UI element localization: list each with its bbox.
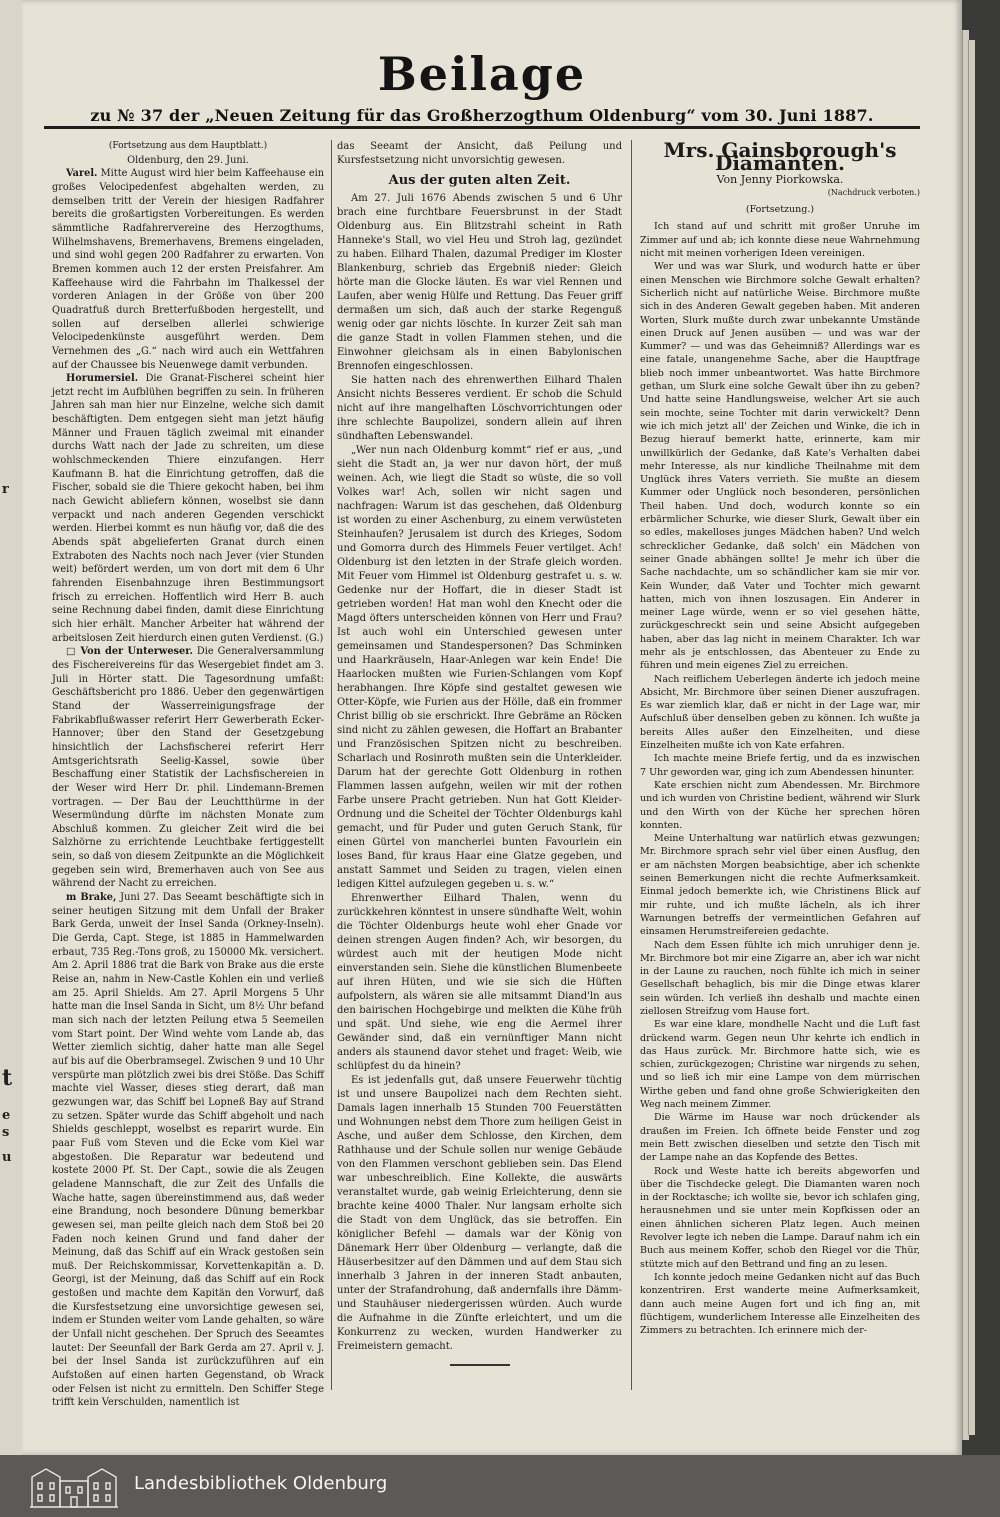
story-paragraph: Nach dem Essen fühlte ich mich unruhiger denn je. Mr. Birchmore bot mir eine Zigarre an, aber ich war nicht in der Laune zu rauchen, noch fühlte ich mich in seiner Gesellschaft behaglich, bis mir die Dinge etwas klarer sein würden. Ich verließ ihn deshalb und machte einen ziellosen Streifzug vom Hause fort.	[640, 939, 920, 1017]
prev-page-fragment: r	[2, 482, 9, 497]
prev-page-fragment: s	[2, 1125, 10, 1140]
prev-page-fragment: e	[2, 1108, 11, 1123]
article-varel	[52, 167, 324, 372]
story-paragraph: Nach reiflichem Ueberlegen änderte ich jedoch meine Absicht, Mr. Birchmore über seinen Diener auszufragen. Es war ziemlich klar, daß er nicht in der Lage war, mir Aufschluß über denselben geben zu können. Ich wußte ja bereits Alles außer den Einzelheiten, und diese Einzelheiten mußte ich von Kate erfahren.	[640, 673, 920, 752]
article-horumersiel	[52, 372, 324, 645]
page-subtitle: zu № 37 der „Neuen Zeitung für das Großherzogthum Oldenburg“ vom 30. Juni 1887.	[90, 106, 874, 125]
history-paragraph: Sie hatten nach des ehrenwerthen Eilhard Thalen Ansicht nichts Besseres verdient. Er schob die Schuld nicht auf ihre mangelhaften Löschvorrichtungen oder ihre schlechte Baupolizei, sondern allein auf ihren sündhaften Lebenswandel.	[337, 375, 622, 442]
library-name: Landesbibliothek Oldenburg	[134, 1473, 388, 1494]
continuation-note: (Fortsetzung aus dem Hauptblatt.)	[108, 141, 268, 151]
article-lead: Horumersiel.	[66, 373, 139, 385]
history-paragraph: Am 27. Juli 1676 Abends zwischen 5 und 6 Uhr brach eine furchtbare Feuersbrunst in der Stadt Oldenburg aus. Ein Blitzstrahl scheint in Rath Hanneke's Stall, wo viel Heu und Stroh lag, gezündet zu haben. Eilhard Thalen, dazumal Prediger im Kloster Blankenburg, schrieb das Ergebniß nieder: Gleich hörte man die Glocke läuten. Es war viel Rennen und Laufen, aber wenig Hülfe und Rettung. Das Feuer griff dermaßen um sich, daß auch der starke Regenguß wenig oder gar nichts löschte. In kurzer Zeit sah man die ganze Stadt in vollen Flammen stehen, und die Einwohner gleichsam als in einen Babylonischen Brennofen eingeschlossen.	[337, 193, 622, 372]
article-body: Juni 27. Das Seeamt beschäftigte sich in seiner heutigen Sitzung mit dem Unfall der Braker Bark Gerda, unweit der Insel Sanda (Orkney-Inseln). Die Gerda, Capt. Stege, ist 1885 in Hammelwarden erbaut, 735 Reg.-Tons groß, zu 150000 Mk. versichert. Am 2. April 1886 trat die Bark von Brake aus die erste Reise an, nahm in New-Castle Kohlen ein und verließ am 25. April Shields. Am 27. April Morgens 5 Uhr hatte man die Insel Sanda in Sicht, um 8½ Uhr befand man sich nach der letzten Peilung etwa 5 Seemeilen vom Start point. Der Wind wehte vom Lande ab, das Wetter ziemlich sichtig, daher hatte man alle Segel auf bis auf die Oberbramsegel. Zwischen 9 und 10 Uhr verspürte man plötzlich zwei bis drei Stöße. Das Schiff machte viel Wasser, dieses stieg derart, daß man gezwungen war, das Schiff bei Lopneß Bay auf Strand zu setzen. Später wurde das Schiff abgeholt und nach Shields geschleppt, woselbst es reparirt wurde. Ein paar Fuß vom Steven und die Ecke vom Kiel war abgestoßen. Die Reparatur war bedeutend und kostete 2000 Pf. St. Der Capt., sowie die als Zeugen geladene Mannschaft, die zur Zeit des Unfalls die Wache hatte, sagen übereinstimmend aus, daß weder eine Brandung, noch besondere Dünung bemerkbar gewesen sei, man peilte gleich nach dem Stoß bei 20 Faden noch keinen Grund und fand daher der Meinung, daß das Schiff auf ein Wrack gestoßen sein muß. Der Reichskommissar, Korvettenkapitän a. D. Georgi, ist der Meinung, daß das Schiff auf ein Rock gestoßen und machte dem Kapitän den Vorwurf, daß die Kursfestsetzung eine unvorsichtige gewesen sei, indem er Stunden weiter vom Lande gehalten, so wäre der Unfall nicht geschehen. Der Spruch des Seeamtes lautet: Der Seeunfall der Bark Gerda am 27. April v. J. bei der Insel Sanda ist zurückzuführen auf ein Aufstoßen auf einen harten Gegenstand, ob Wrack oder Felsen ist nicht zu ermitteln. Den Schiffer Stege trifft kein Verschulden, namentlich ist	[52, 892, 325, 1409]
column-feuilleton	[640, 140, 920, 1337]
article-lead: m Brake,	[66, 892, 117, 904]
story-paragraph: Ich machte meine Briefe fertig, und da es inzwischen 7 Uhr geworden war, ging ich zum Abendessen hinunter.	[640, 753, 920, 778]
story-paragraph: Rock und Weste hatte ich bereits abgeworfen und über die Tischdecke gelegt. Die Diamanten waren noch in der Rocktasche; ich wollte sie, bevor ich schlafen ging, herausnehmen und sie unter mein Kopfkissen oder an einen ähnlichen sicheren Platz legen. Auch meinen Revolver legte ich neben die Lampe. Darauf nahm ich ein Buch aus meinem Koffer, schob den Riegel vor die Thür, stützte mich auf den Bettrand und fing an zu lesen.	[640, 1165, 920, 1270]
page-stack-edge	[968, 40, 975, 1435]
library-building-logo-icon	[28, 1463, 120, 1509]
article-continuation: das Seeamt der Ansicht, daß Peilung und Kursfestsetzung nicht unvorsichtig gewesen.	[337, 141, 622, 166]
story-paragraph: Ich konnte jedoch meine Gedanken nicht auf das Buch konzentriren. Erst wanderte meine Aufmerksamkeit, dann auch meine Augen fort und ich fing an, mit flüchtigem, wunderlichem Interesse alle Einzelheiten des Zimmers zu betrachten. Ich erinnere mich der-	[640, 1271, 920, 1337]
story-paragraph: Ich stand auf und schritt mit großer Unruhe im Zimmer auf und ab; ich konnte diese neue Wahrnehmung nicht mit meinen vorherigen Ideen vereinigen.	[640, 221, 920, 260]
page-title: Beilage	[377, 47, 587, 101]
header-rule	[44, 126, 920, 129]
section-title: Aus der guten alten Zeit.	[388, 173, 571, 188]
article-body: Die Generalversammlung des Fischereivereins für das Wesergebiet findet am 3. Juli in Hörter statt. Die Tagesordnung umfaßt: Geschäftsbericht pro 1886. Ueber den gegenwärtigen Stand der Wasserreinigungsfrage der Fabrikabflußwasser referirt Herr Gewerberath Ecker-Hannover; über den Stand der Gesetzgebung hinsichtlich der Lachsfischerei referirt Herr Amtsgerichtsrath Seelig-Kassel, sowie über Beschaffung einer Statistik der Lachsfischereien in der Weser wird Herr Dr. phil. Lindemann-Bremen vortragen. — Der Bau der Leuchtthürme in der Wesermündung dürfte im nächsten Monate zum Abschluß kommen. Zu gleicher Zeit wird die bei Salzhörne zu errichtende Leuchtbake fertiggestellt sein, so daß von diesem Zeitpunkte an die Möglichkeit gegeben sein wird, Bremerhaven auch von See aus während der Nacht zu erreichen.	[52, 646, 324, 890]
story-paragraph: Kate erschien nicht zum Abendessen. Mr. Birchmore und ich wurden von Christine bedient, während wir Slurk und den Wirth von der Küche her sprechen hören konnten.	[640, 779, 920, 831]
story-author: Von Jenny Piorkowska.	[716, 172, 844, 186]
library-footer	[0, 1455, 1000, 1517]
column-divider	[331, 140, 332, 1390]
history-paragraph: Ehrenwerther Eilhard Thalen, wenn du zurückkehren könntest in unsere sündhafte Welt, wohin die Töchter Oldenburgs heute wohl eher Gnade vor deinen strengen Augen finden? Ach, wir besorgen, du würdest auch mit der heutigen Mode nicht einverstanden sein. Siehe die künstlichen Blumenbeete auf ihren Hüten, und wie sie sich die Hüften aufpolstern, als wären sie alle mitsammt Diand'ln aus den bairischen Hochgebirge und melkten die Kühe früh und spät. Und siehe, wie eng die Aermel ihrer Gewänder sind, daß ein vernünftiger Mann nicht anders als staunend davor stehet und fraget: Weib, wie schlüpfest du da hinein?	[337, 893, 622, 1072]
article-lead: Varel.	[66, 168, 98, 180]
prev-page-fragment: u	[2, 1150, 12, 1165]
end-rule	[450, 1364, 510, 1366]
article-lead: □ Von der Unterweser.	[66, 646, 193, 658]
prev-page-fragment: t	[2, 1065, 13, 1091]
article-brake	[52, 891, 324, 1410]
story-title: Mrs. Gainsborough's Diamanten.	[663, 138, 897, 176]
history-paragraph: Es ist jedenfalls gut, daß unsere Feuerwehr tüchtig ist und unsere Baupolizei nach dem Rechten sieht. Damals lagen innerhalb 15 Stunden 700 Feuerstätten und Wohnungen nebst dem Thore zum heiligen Geist in Asche, und außer dem Schlosse, den Kirchen, dem Rathhause und der Schule sollen nur wenige Gebäude von den Flammen verschont geblieben sein. Das Elend war unbeschreiblich. Eine Kollekte, die auswärts veranstaltet wurde, gab weinig Erleichterung, denn sie brachte keine 4000 Thaler. Nur langsam erholte sich die Stadt von dem Unglück, das sie betroffen. Ein königlicher Befehl — damals war der König von Dänemark Herr über Oldenburg — verlangte, daß die Häuserbesitzer auf den Dämmen und auf dem Stau sich innerhalb 3 Jahren in der inneren Stadt anbauten, unter der Strafandrohung, daß andernfalls ihre Dämm- und Stauhäuser niedergerissen würden. Auch wurde die Aufnahme in die Zünfte erleichtert, und um die Konkurrenz zu wecken, wurden Handwerker zu Freimeistern gemacht.	[337, 1075, 622, 1352]
story-paragraph: Es war eine klare, mondhelle Nacht und die Luft fast drückend warm. Gegen neun Uhr kehrte ich endlich in das Haus zurück. Mr. Birchmore hatte sich, wie es schien, zurückgezogen; Christine war nirgends zu sehen, und so ließ ich mir eine Lampe von dem mürrischen Wirthe geben und fand ohne große Schwierigkeiten den Weg nach meinem Zimmer.	[640, 1019, 920, 1111]
story-paragraph: Die Wärme im Hause war noch drückender als draußen im Freien. Ich öffnete beide Fenster und zog mein Bett zwischen dieselben und setzte den Tisch mit der Lampe nahe an das Kopfende des Bettes.	[640, 1112, 920, 1164]
column-local-news	[52, 140, 324, 1410]
reprint-notice: (Nachdruck verboten.)	[827, 187, 920, 197]
column-divider	[631, 140, 632, 1390]
story-paragraph: Meine Unterhaltung war natürlich etwas gezwungen; Mr. Birchmore sprach sehr viel über einen Ausflug, den er am nächsten Morgen beabsichtige, aber ich schenkte seinen Bemerkungen nicht die rechte Aufmerksamkeit. Einmal jedoch bemerkte ich, wie Christinens Blick auf mir ruhte, und ich mußte lächeln, als ich ihrer Warnungen betreffs der vermeintlichen Gefahren auf einsamen Herumstreifereien gedachte.	[640, 833, 920, 938]
dateline: Oldenburg, den 29. Juni.	[127, 154, 249, 166]
page-header	[22, 44, 942, 125]
continuation-label: (Fortsetzung.)	[745, 204, 815, 216]
article-body: Die Granat-Fischerei scheint hier jetzt recht im Aufblühen begriffen zu sein. In früheren Jahren sah man hier nur Einzelne, welche sich damit beschäftigten. Dem entgegen sieht man jetzt häufig Männer und Frauen täglich zweimal mit einander durchs Watt nach der Jade zu schreiten, um diese wohlschmeckenden Thiere einzufangen. Herr Kaufmann B. hat die Einrichtung getroffen, daß die Fischer, sobald sie die Thiere gekocht haben, bei ihm nach Gewicht abliefern können, woselbst sie dann verpackt und nach anderen Gegenden verschickt werden. Hierbei kommt es nun häufig vor, daß die des Abends spät abgelieferten Granat durch einen Extraboten des Nachts noch nach Jever (vier Stunden weit) befördert werden, um von dort mit dem 6 Uhr fahrenden Eisenbahnzuge ihren Bestimmungsort frisch zu erreichen. Hoffentlich wird Herr B. auch seine Rechnung dabei finden, damit diese Einrichtung sich hier erhält. Mancher Arbeiter hat während der arbeitslosen Zeit hierdurch einen guten Verdienst. (G.)	[52, 373, 324, 644]
previous-page-edge	[0, 0, 24, 1455]
article-body: Mitte August wird hier beim Kaffeehause ein großes Velocipedenfest abgehalten werden, zu demselben tritt der Verein der hiesigen Radfahrer bereits die großartigsten Vorbereitungen. Es werden sämmtliche Radfahrervereine des Herzogthums, Wilhelmshavens, Bremerhavens, Bremens eingeladen, und sind wohl gegen 200 Radfahrer zu erwarten. Von Bremen kommen auch 12 der ersten Preisfahrer. Am Kaffeehause wird die Fahrbahn im Thalkessel der vorderen Anlagen in der Größe von über 200 Quadratfuß durch Bretterfußboden hergestellt, und sollen auf derselben allerlei schwierige Velocipedenkünste ausgeführt werden. Dem Vernehmen des „G.“ nach wird auch ein Wettfahren auf der Chaussee bis Neuenwege damit verbunden.	[52, 168, 324, 371]
column-history	[337, 140, 622, 1376]
history-paragraph: „Wer nun nach Oldenburg kommt“ rief er aus, „und sieht die Stadt an, ja wer nur davon hört, der muß weinen. Ach, wie liegt die Stadt so wüste, die so voll Volkes war! Ach, sollen wir nicht sagen und nachfragen: Warum ist das geschehen, daß Oldenburg ist worden zu einer Aschenburg, zu einem verwüsteten Steinhaufen? Jerusalem ist durch des Krieges, Sodom und Gomorra durch des Himmels Feuer vertilget. Ach! Oldenburg ist den letzten in der Strafe gleich worden. Mit Feuer vom Himmel ist Oldenburg gestrafet u. s. w. Gedenke nur der Hoffart, die in dieser Stadt ist getrieben worden! Hat man wohl den Knecht oder die Magd öfters unterscheiden können von Herr und Frau? Ist auch wohl ein Unterschied gewesen unter gemeinsamen und Standespersonen? Das Schminken und Haarkräuseln, Haar-Anlegen war kein Ende! Die Haarlocken mußten wie Furien-Schlangen vom Kopf herabhangen. Ihre Köpfe sind gestaltet gewesen wie Otter-Köpfe, wie Furien aus der Hölle, daß ein frommer Christ billig ob sie erschrickt. Ihre Gebräme an Röcken sind nicht zu zählen gewesen, die Hoffart an Brabanter und Französischen Spitzen nicht zu beschreiben. Scharlach und Rosinroth mußten sein die Unterkleider. Darum hat der gerechte Gott Oldenburg in rothen Flammen lassen aufgehn, weilen wir mit der rothen Farbe unsere Pracht getrieben. Nun hat Gott Kleider-Ordnung und die Scheitel der Töchter Oldenburgs kahl gemacht, und für Puder und guten Geruch Stank, für einen Gürtel von mancherlei bunten Favourlein ein loses Band, für kraus Haar eine Glatze gegeben, und anstatt Sammet und Seiden zu tragen, vielen einen ledigen Kittel aufzulegen gegeben u. s. w.“	[337, 445, 622, 890]
story-paragraph: Wer und was war Slurk, und wodurch hatte er über einen Menschen wie Birchmore solche Gewalt erhalten? Sicherlich nicht auf natürliche Weise. Birchmore mußte sich in des Anderen Gewalt gegeben haben. Mit anderen Worten, Slurk mußte durch zwar unbekannte Umstände einen Druck auf Jenen ausüben — und was war der Kummer? — und was das Geheimniß? Allerdings war es eine fatale, unangenehme Sache, aber die Hauptfrage blieb noch immer unbeantwortet. Was hatte Birchmore gethan, um Slurk eine solche Gewalt über ihn zu geben? Und hatte seine Handlungsweise, welcher Art sie auch sein mochte, seine Tochter mit darin verwickelt? Denn wie ich mich jetzt all' der Zeichen und Winke, die ich in Bezug hierauf bemerkt hatte, erinnerte, kam mir unwillkürlich der Gedanke, daß Kate's Verhalten dabei mehr Interesse, als nur kindliche Theilnahme mit dem Unglück ihres Vaters verrieth. Sie mußte an diesem Kummer oder Unglück noch besonderen, persönlichen Theil haben. Und doch, wodurch konnte so ein erbärmlicher Schurke, wie dieser Slurk, Gewalt über ein so edles, makelloses junges Mädchen haben? Und welch schrecklicher Gedanke, daß solch' ein Mädchen von seiner Gnade abhängen sollte! Je mehr ich über die Sache nachdachte, um so schändlicher kam sie mir vor. Kein Wunder, daß Vater und Tochter mich gewarnt hatten, mich von ihnen loszusagen. Ein Anderer in meiner Lage würde, wenn er so viel gesehen hätte, zurückgeschreckt sein und seine Absicht aufgegeben haben, aber das lag nicht in meinem Charakter. Ich war mehr als je entschlossen, das Abenteuer zu Ende zu führen und mein eigenes Ziel zu erreichen.	[640, 261, 920, 672]
article-unterweser	[52, 645, 324, 891]
